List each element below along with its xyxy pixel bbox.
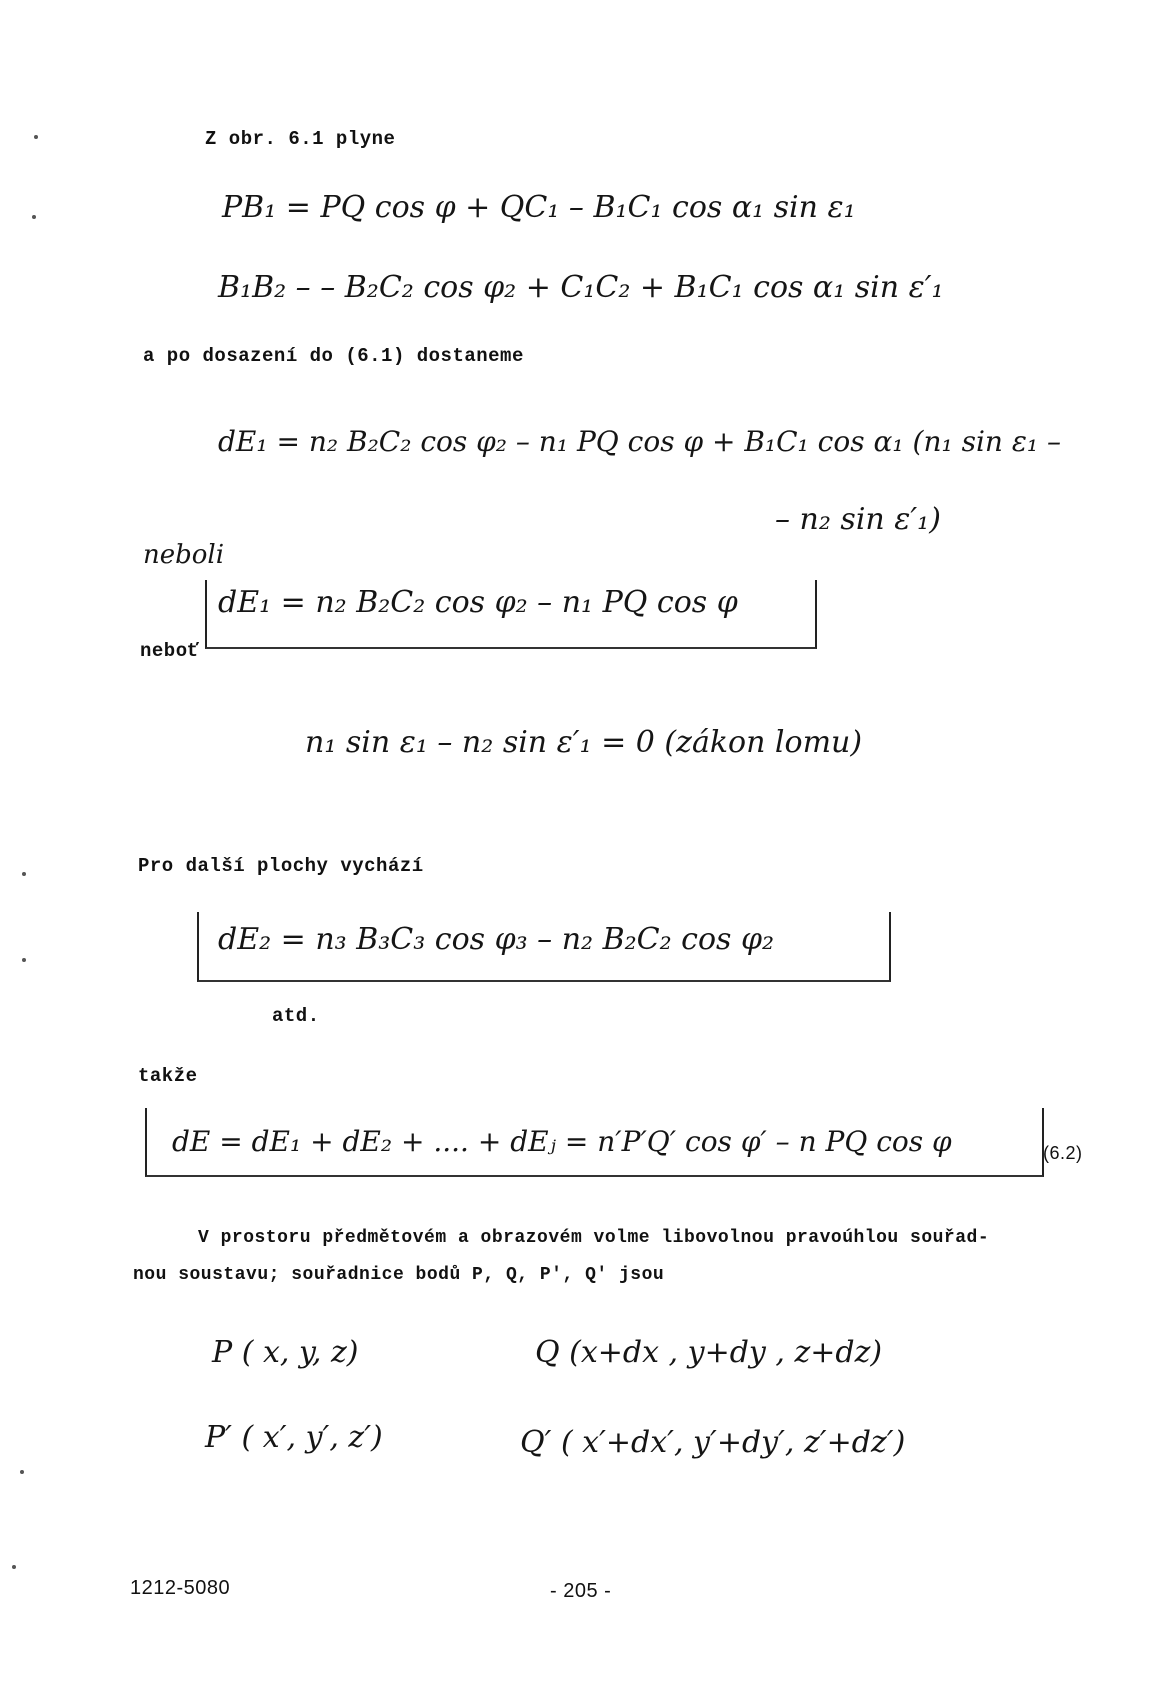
- margin-speck: [20, 1470, 24, 1474]
- equation-de1-boxed: dE₁ = n₂ B₂C₂ cos φ₂ – n₁ PQ cos φ: [218, 585, 738, 620]
- equation-de1-long-line2: – n₂ sin ε′₁): [775, 502, 941, 537]
- point-q: Q (x+dx , y+dy , z+dz): [535, 1335, 883, 1370]
- equation-pb1: PB₁ = PQ cos φ + QC₁ – B₁C₁ cos α₁ sin ε₁: [222, 190, 856, 225]
- margin-speck: [22, 872, 26, 876]
- point-p-prime: P′ ( x′, y′, z′): [205, 1420, 383, 1455]
- point-q-prime: Q′ ( x′+dx′, y′+dy′, z′+dz′): [520, 1425, 906, 1460]
- etc-label: atd.: [272, 1005, 320, 1027]
- nebot-label: neboť: [140, 640, 200, 662]
- equation-de1-long-line1: dE₁ = n₂ B₂C₂ cos φ₂ – n₁ PQ cos φ + B₁C₁ cos α₁ (n₁ sin ε₁ –: [218, 425, 1062, 458]
- page-number: - 205 -: [550, 1580, 612, 1602]
- equation-de2-boxed: dE₂ = n₃ B₃C₃ cos φ₃ – n₂ B₂C₂ cos φ₂: [218, 922, 775, 957]
- coordinates-paragraph-line2: nou soustavu; souřadnice bodů P, Q, P′, Q′ jsou: [133, 1265, 665, 1285]
- margin-speck: [34, 135, 38, 139]
- coordinates-paragraph-line1: V prostoru předmětovém a obrazovém volme libovolnou pravoúhlou souřad-: [198, 1228, 990, 1248]
- substitution-line: a po dosazení do (6.1) dostaneme: [143, 345, 524, 367]
- margin-speck: [22, 958, 26, 962]
- equation-number: (6.2): [1043, 1143, 1083, 1163]
- equation-total: dE = dE₁ + dE₂ + .... + dEⱼ = n′P′Q′ cos φ′ – n PQ cos φ: [172, 1125, 952, 1158]
- margin-speck: [12, 1565, 16, 1569]
- refraction-law: n₁ sin ε₁ – n₂ sin ε′₁ = 0 (zákon lomu): [305, 725, 863, 760]
- document-code: 1212-5080: [130, 1577, 231, 1599]
- neboli-label: neboli: [143, 540, 225, 570]
- intro-line: Z obr. 6.1 plyne: [205, 128, 396, 150]
- point-p: P ( x, y, z): [212, 1335, 359, 1370]
- margin-speck: [32, 215, 36, 219]
- further-surfaces-line: Pro další plochy vychází: [138, 855, 424, 877]
- equation-b1b2: B₁B₂ – – B₂C₂ cos φ₂ + C₁C₂ + B₁C₁ cos α₁ sin ε′₁: [218, 270, 944, 305]
- so-label: takže: [138, 1065, 198, 1087]
